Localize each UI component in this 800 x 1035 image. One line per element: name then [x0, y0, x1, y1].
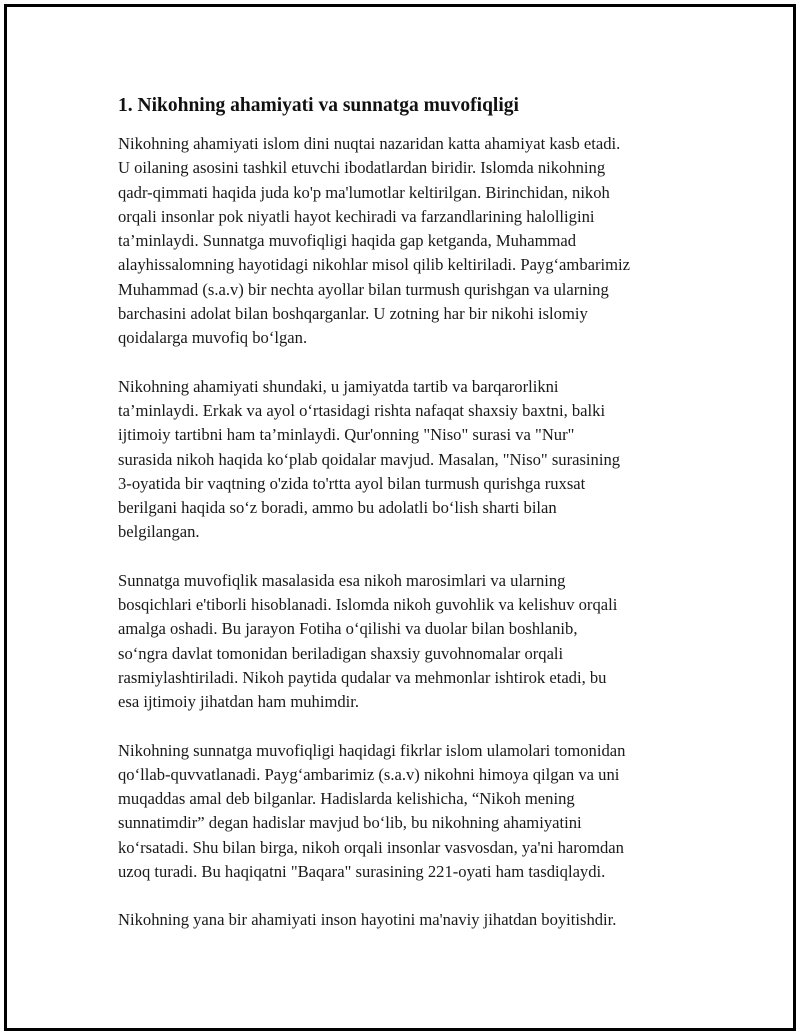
- text-line: Muhammad (s.a.v) bir nechta ayollar bilan turmush qurishgan va ularning: [118, 279, 609, 299]
- text-line: ijtimoiy tartibni ham ta’minlaydi. Qur'onning "Niso" surasi va "Nur": [118, 425, 575, 445]
- text-line: bosqichlari e'tiborli hisoblanadi. Islomda nikoh guvohlik va kelishuv orqali: [118, 595, 618, 615]
- text-line: orqali insonlar pok niyatli hayot kechiradi va farzandlarining halolligini: [118, 206, 595, 226]
- text-line: alayhissalomning hayotidagi nikohlar misol qilib keltiriladi. Payg‘ambarimiz: [118, 255, 631, 275]
- text-line: qo‘llab-quvvatlanadi. Payg‘ambarimiz (s.a.v) nikohni himoya qilgan va uni: [118, 764, 620, 784]
- text-line: Nikohning yana bir ahamiyati inson hayotini ma'naviy jihatdan boyitishdir.: [118, 910, 617, 930]
- text-line: belgilangan.: [118, 522, 200, 542]
- paragraph-3: [118, 569, 698, 715]
- text-line: Sunnatga muvofiqlik masalasida esa nikoh marosimlari va ularning: [118, 570, 566, 590]
- paragraph-2: [118, 375, 698, 545]
- text-line: Nikohning ahamiyati islom dini nuqtai nazaridan katta ahamiyat kasb etadi.: [118, 134, 621, 153]
- text-line: ta’minlaydi. Erkak va ayol o‘rtasidagi rishta nafaqat shaxsiy baxtni, balki: [118, 400, 606, 420]
- text-line: berilgani haqida so‘z boradi, ammo bu adolatli bo‘lish sharti bilan: [118, 498, 557, 518]
- paragraph-4: [118, 739, 698, 885]
- text-line: Nikohning ahamiyati shundaki, u jamiyatda tartib va barqarorlikni: [118, 376, 559, 396]
- text-line: amalga oshadi. Bu jarayon Fotiha o‘qilishi va duolar bilan boshlanib,: [118, 619, 578, 639]
- text-line: qadr-qimmati haqida juda ko'p ma'lumotlar keltirilgan. Birinchidan, nikoh: [118, 182, 610, 202]
- section-heading: 1. Nikohning ahamiyati va sunnatga muvofiqligi: [118, 95, 519, 116]
- text-line: qoidalarga muvofiq bo‘lgan.: [118, 328, 308, 348]
- text-line: U oilaning asosini tashkil etuvchi ibodatlardan biridir. Islomda nikohning: [118, 158, 606, 178]
- text-line: barchasini adolat bilan boshqarganlar. U zotning har bir nikohi islomiy: [118, 304, 588, 324]
- text-line: ta’minlaydi. Sunnatga muvofiqligi haqida gap ketganda, Muhammad: [118, 231, 577, 251]
- text-line: rasmiylashtiriladi. Nikoh paytida qudalar va mehmonlar ishtirok etadi, bu: [118, 667, 607, 687]
- text-line: esa ijtimoiy jihatdan ham muhimdir.: [118, 692, 360, 712]
- paragraph-1: [118, 132, 698, 351]
- text-line: surasida nikoh haqida ko‘plab qoidalar mavjud. Masalan, "Niso" surasining: [118, 449, 621, 469]
- paragraph-5: [118, 908, 698, 932]
- text-line: Nikohning sunnatga muvofiqligi haqidagi fikrlar islom ulamolari tomonidan: [118, 740, 626, 760]
- text-line: uzoq turadi. Bu haqiqatni "Baqara" surasining 221-oyati ham tasdiqlaydi.: [118, 862, 606, 882]
- text-line: sunnatimdir” degan hadislar mavjud bo‘lib, bu nikohning ahamiyatini: [118, 813, 582, 833]
- text-line: so‘ngra davlat tomonidan beriladigan shaxsiy guvohnomalar orqali: [118, 643, 564, 663]
- text-line: ko‘rsatadi. Shu bilan birga, nikoh orqali insonlar vasvosdan, ya'ni haromdan: [118, 837, 624, 857]
- document-body: [118, 92, 698, 957]
- text-line: muqaddas amal deb bilganlar. Hadislarda kelishicha, “Nikoh mening: [118, 789, 575, 809]
- text-line: 3-oyatida bir vaqtning o'zida to'rtta ayol bilan turmush qurishga ruxsat: [118, 473, 586, 493]
